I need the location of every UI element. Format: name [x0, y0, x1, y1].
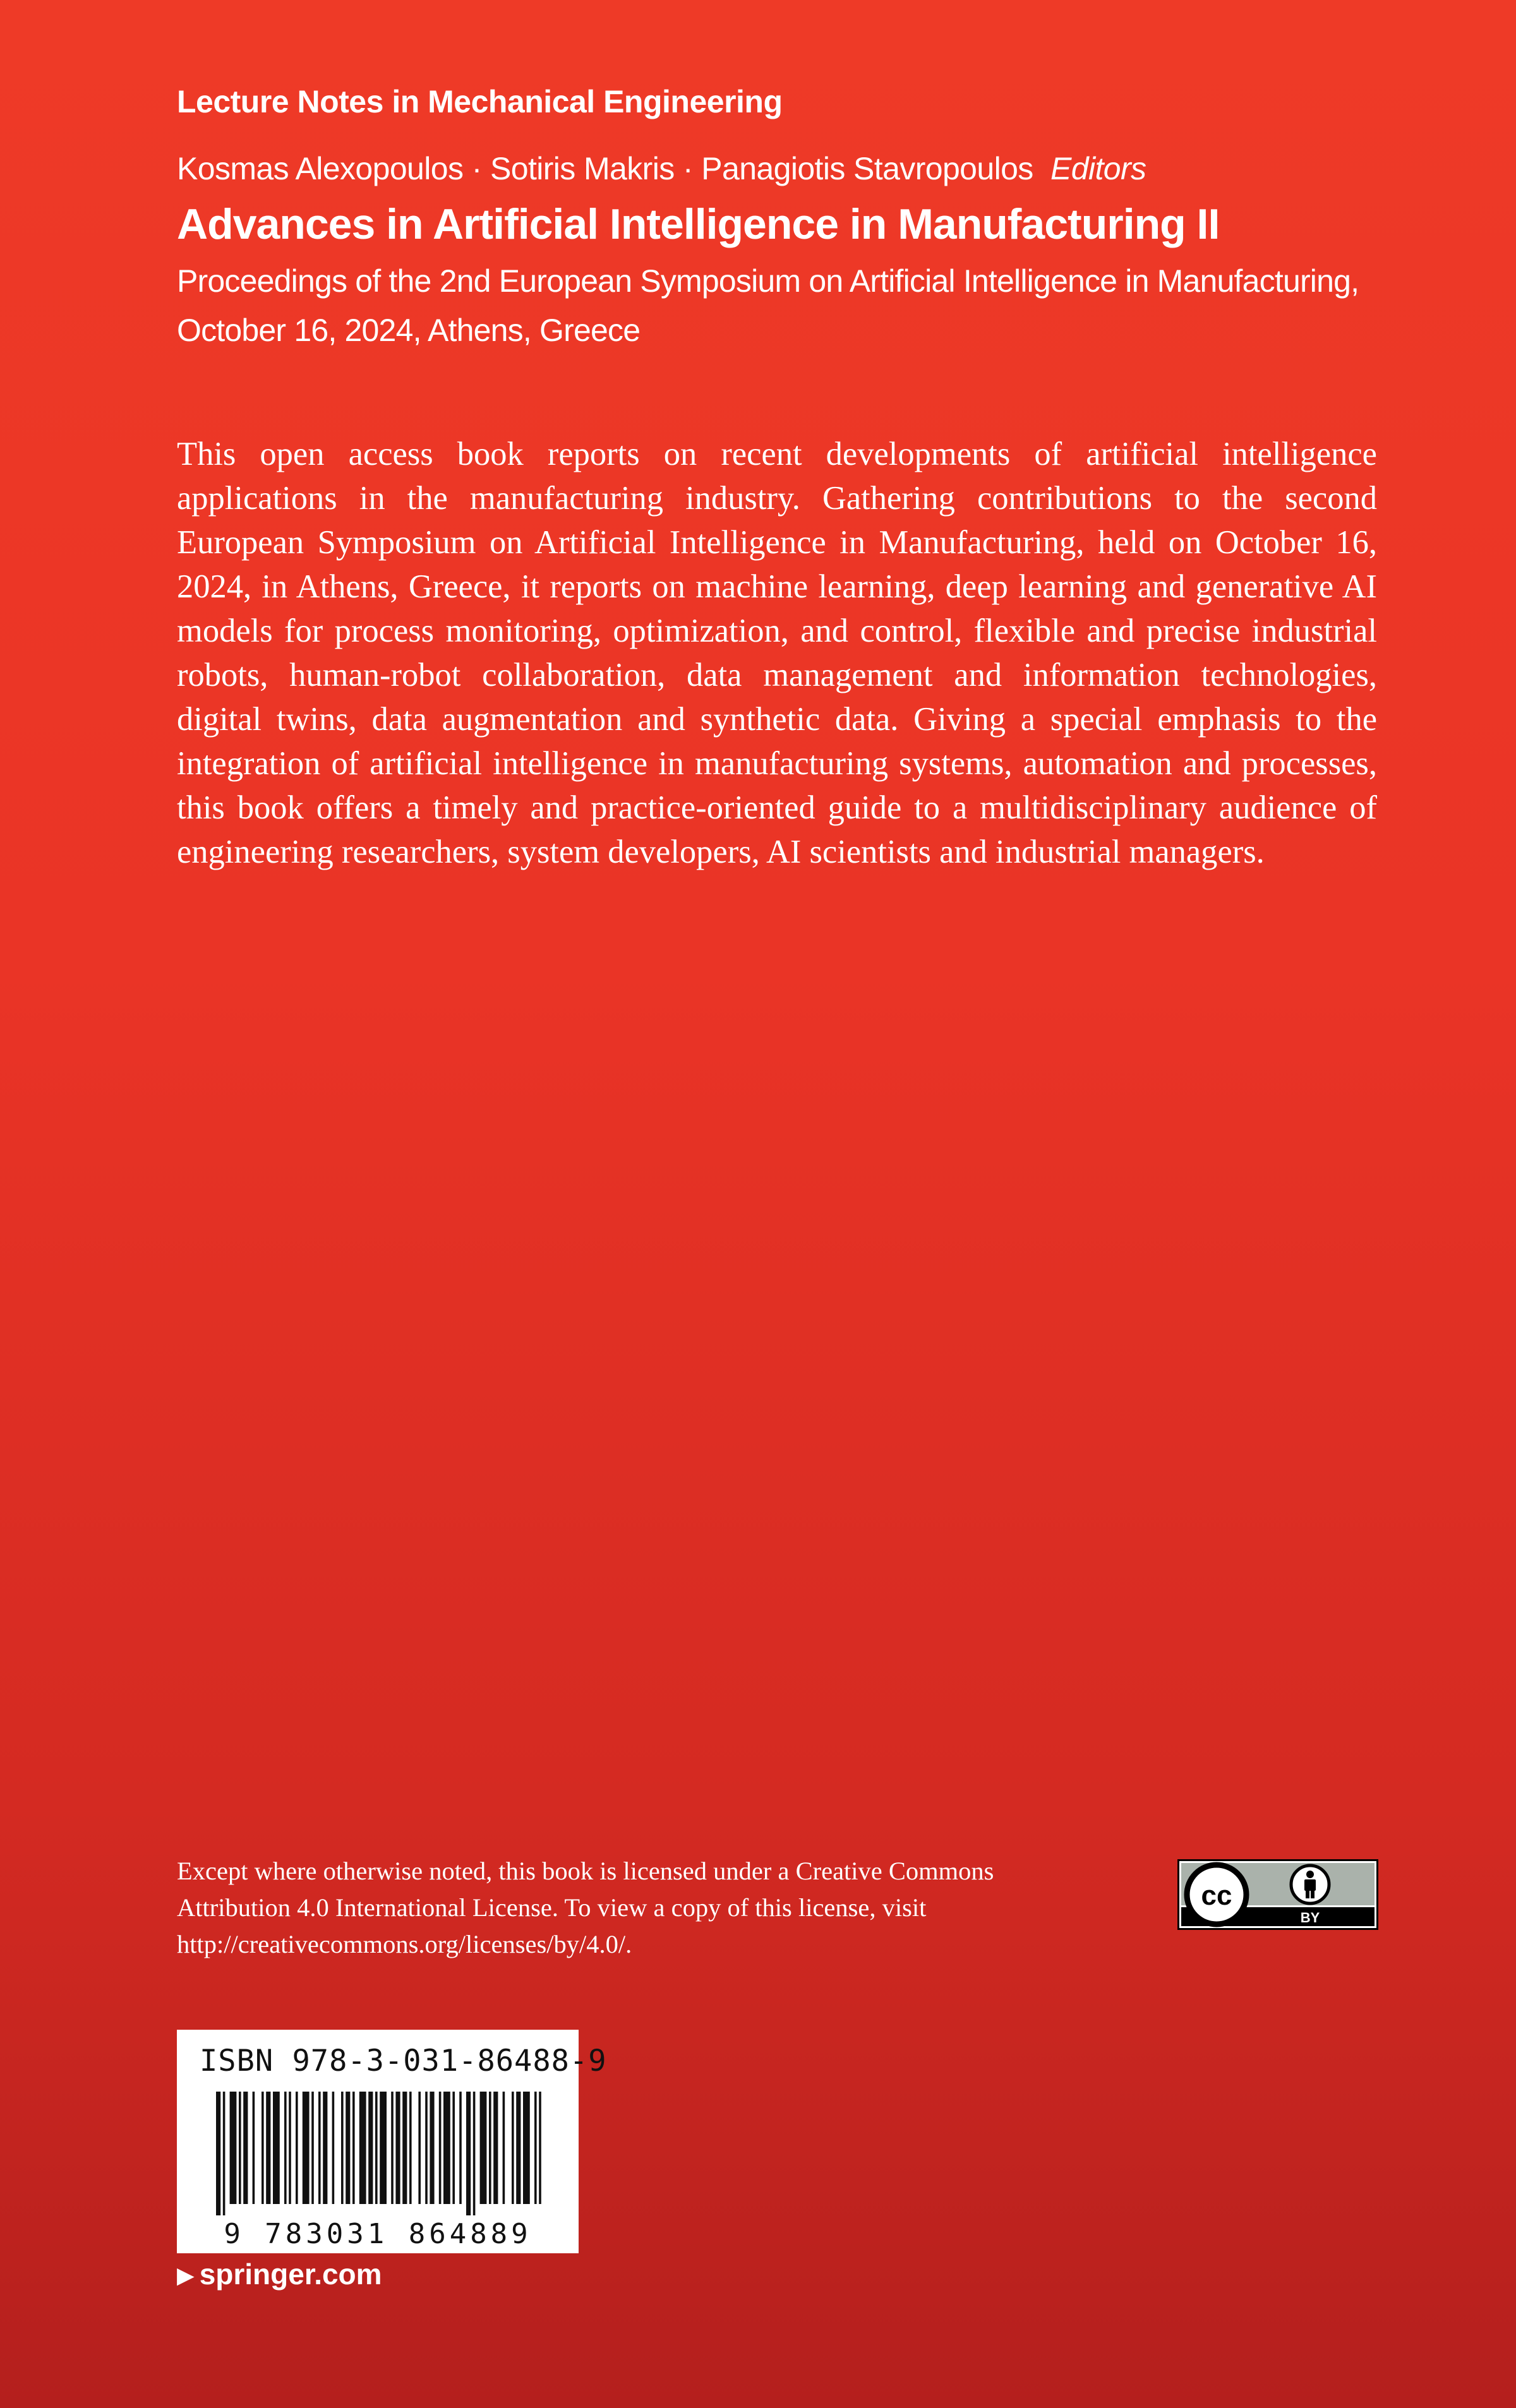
book-subtitle: Proceedings of the 2nd European Symposium on Artificial Intelligence in Manufacturing, October 16, 2024, Athens, Greece — [177, 263, 1359, 348]
barcode-bar — [534, 2092, 537, 2204]
series-name: Lecture Notes in Mechanical Engineering — [177, 84, 783, 119]
barcode-bar — [296, 2092, 298, 2204]
isbn-label: ISBN 978-3-031-86488-9 — [200, 2044, 607, 2078]
barcode-bar — [359, 2092, 366, 2204]
barcode-digits: 9 783031 864889 — [224, 2218, 532, 2247]
arrow-right-icon: ▶ — [177, 2262, 195, 2288]
barcode-bar — [391, 2092, 394, 2204]
barcode-bar — [459, 2092, 462, 2204]
barcode-bar — [223, 2092, 226, 2215]
barcode-bar — [352, 2092, 355, 2204]
barcode-bar — [439, 2092, 442, 2204]
barcode-bar — [466, 2092, 471, 2215]
barcode-bar — [418, 2092, 421, 2204]
editors-role: Editors — [1050, 151, 1146, 186]
barcode-bar — [430, 2092, 434, 2204]
website-label: springer.com — [199, 2258, 382, 2291]
barcode-bar — [318, 2092, 321, 2204]
by-mark-text: BY — [1300, 1910, 1320, 1926]
book-title: Advances in Artificial Intelligence in Manufacturing II — [177, 200, 1220, 248]
barcode-bar — [375, 2092, 378, 2204]
barcode-bar — [243, 2092, 248, 2204]
barcode-bar — [239, 2092, 241, 2204]
barcode-bar — [311, 2092, 314, 2204]
editors-line — [177, 150, 1146, 187]
barcode-bar — [341, 2092, 344, 2204]
barcode-bar — [473, 2092, 476, 2215]
creative-commons-by-icon — [1177, 1859, 1378, 1930]
barcode-bar — [503, 2092, 505, 2204]
barcode-bar — [380, 2092, 387, 2204]
barcode-bar — [289, 2092, 291, 2204]
barcode-bar — [409, 2092, 412, 2204]
barcode-bar — [516, 2092, 520, 2204]
barcode-bar — [425, 2092, 428, 2204]
barcode-bar — [230, 2092, 237, 2204]
editor-names: Kosmas Alexopoulos · Sotiris Makris · Panagiotis Stavropoulos — [177, 151, 1033, 186]
barcode-bar — [539, 2092, 541, 2204]
license-notice: Except where otherwise noted, this book is licensed under a Creative Commons Attribution 4.0 International License. To view a copy of this license, visit http://creativecommons.org/licenses/by/4.0/. — [177, 1857, 994, 1958]
barcode-bar — [443, 2092, 450, 2204]
barcode-bar — [253, 2092, 255, 2204]
barcode-bar — [368, 2092, 373, 2204]
barcode-bar — [262, 2092, 264, 2204]
barcode-bar — [332, 2092, 335, 2204]
barcode-bar — [402, 2092, 407, 2204]
barcode-bar — [216, 2092, 220, 2215]
barcode-bar — [273, 2092, 280, 2204]
barcode-bar — [489, 2092, 491, 2204]
barcode-bar — [395, 2092, 400, 2204]
cc-mark-text: cc — [1201, 1880, 1232, 1911]
barcode-bar — [266, 2092, 270, 2204]
barcode-bar — [452, 2092, 455, 2204]
barcode-bar — [303, 2092, 310, 2204]
barcode-bar — [512, 2092, 514, 2204]
barcode-bar — [523, 2092, 530, 2204]
publisher-website[interactable] — [177, 2257, 382, 2291]
barcode-icon — [195, 2088, 561, 2247]
barcode-bar — [493, 2092, 498, 2204]
isbn-barcode-block — [177, 2030, 607, 2253]
barcode-bar — [284, 2092, 287, 2204]
book-description: This open access book reports on recent developments of artificial intelligence applications in the manufacturing industry. Gathering contributions to the second European Symposium on Artificial Intelligence in Manufacturing, held on October 16, 2024, in Athens, Greece, it reports on machine learning, deep learning and generative AI models for process monitoring, optimization, and control, flexible and precise industrial robots, human-robot collaboration, data management and information technologies, digital twins, data augmentation and synthetic data. Giving a special emphasis to the integration of artificial intelligence in manufacturing systems, automation and processes, this book offers a timely and practice-oriented guide to a multidisciplinary audience of engineering researchers, system developers, AI scientists and industrial managers. — [177, 436, 1377, 870]
barcode-bar — [346, 2092, 350, 2204]
barcode-bar — [323, 2092, 327, 2204]
barcode-bar — [480, 2092, 487, 2204]
